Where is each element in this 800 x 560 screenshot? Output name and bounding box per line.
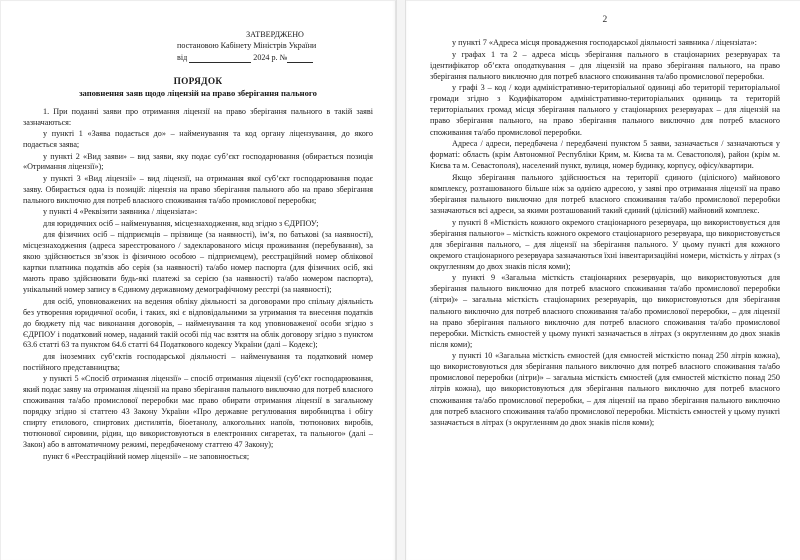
paragraph: у пункті 1 «Заява подається до» – найменування та код органу ліцензування, до якого подається заява; (23, 129, 373, 150)
paragraph: у пункті 7 «Адреса місця провадження господарської діяльності заявника / ліцензіата»: (452, 38, 757, 47)
paragraph: у пункті 5 «Спосіб отримання ліцензії» – спосіб отримання ліцензії (суб’єкт господарювання, який подає заяву на отримання ліцензії на право зберігання пального виключно для потреб власного споживання та/або промислової переробки має право обирати отримання ліцензії в загальному порядку згідно зі статтею 43 Закону України «Про державне регулювання виробництва і обігу спирту етилового, спиртових дистилятів, біоетанолу, алкогольних напоїв, тютюнових виробів, тютюнової сировини, рідин, що використовуються в електронних сигаретах, та пального» (далі – Закон) або в автоматичному режимі, передбаченому статтею 47 Закону); (23, 374, 373, 450)
approval-block (23, 29, 373, 63)
paragraph: для фізичних осіб – підприємців – прізвище (за наявності), ім’я, по батькові (за наявності), місцезнаходження (адреса зареєстрованого / задекларованого місця проживання (перебування), за якою здійснюється зв’язок із фізичною особою – підприємцем), реєстраційний номер облікової картки платника податків або серія (за наявності) та/або номер паспорта (для фізичних осіб, які мають право здійснювати будь-які платежі за серією (за наявності) та/або номером паспорта), унікальний номер запису в Єдиному державному демографічному реєстрі (за наявності); (23, 230, 373, 295)
paragraph: для осіб, уповноважених на ведення обліку діяльності за договорами про спільну діяльність без утворення юридичної особи, і таких, які є відповідальними за утримання та внесення податків до бюджету під час виконання договорів, – найменування та код уповноваженої особи згідно з ЄДРПОУ і податковий номер, наданий такій особі під час взяття на облік договору згідно з пунктом 63.6 статті 63 та пунктом 64.6 статті 64 Податкового кодексу України (далі – Кодекс); (23, 296, 373, 350)
page-subtitle: заповнення заяв щодо ліцензій на право зберігання пального (79, 88, 317, 99)
paragraph: у пункті 2 «Вид заяви» – вид заяви, яку подає суб’єкт господарювання (обирається позиція «Отримання ліцензії»); (23, 151, 373, 172)
approval-line-2: постановою Кабінету Міністрів України (177, 41, 317, 51)
paragraph: для іноземних суб’єктів господарської діяльності – найменування та податковий номер постійного представництва; (23, 351, 373, 372)
paragraph: для юридичних осіб – найменування, місцезнаходження, код згідно з ЄДРПОУ; (43, 218, 319, 228)
paragraph: у пункті 8 «Місткість кожного окремого стаціонарного резервуара, що використовується для зберігання пального» – місткість кожного окремого стаціонарного резервуара, що використовується для зберігання пального, – для ліцензії на зберігання пального. У цьому пункті для кожного окремого стаціонарного резервуара зазначаються їхні інвентаризаційні номери, місткість у літрах (з округленням до двох знаків після коми); (430, 217, 780, 271)
page-title: ПОРЯДОК (173, 77, 223, 88)
paragraph: у пункті 9 «Загальна місткість стаціонарних резервуарів, що використовуються для зберігання пального виключно для потреб власного споживання та/або промислової переробки (літри)» – загальна місткість стаціонарних резервуарів, що використовуються для зберігання пального виключно для потреб власного споживання та/або промислової переробки, – для ліцензії на право зберігання пального виключно для потреб власного споживання та/або промислової переробки. Місткість ємностей у цьому пункті зазначається в літрах (з округленням до двох знаків після коми); (430, 273, 780, 349)
approval-line-1: ЗАТВЕРДЖЕНО (246, 30, 304, 39)
document-page-2[interactable] (406, 0, 800, 560)
page-gutter (396, 0, 406, 560)
page-number: 2 (602, 15, 608, 25)
paragraph: у пункті 3 «Вид ліцензії» – вид ліцензії, на отримання якої суб’єкт господарювання подає заяву. Обирається одна із позицій: ліцензія на право зберігання пального або на право зберігання пального виключно для потреб власного споживання та/або промислової переробки; (23, 173, 373, 205)
paragraph: 1. При поданні заяви про отримання ліцензії на право зберігання пального в такій заяві зазначаються: (23, 106, 373, 127)
paragraph: у пункті 10 «Загальна місткість ємностей (для ємностей місткістю понад 250 літрів кожна), що використовуються для зберігання пального виключно для потреб власного споживання та/або промислової переробки (літри)» – загальна місткість ємностей (для ємностей місткістю понад 250 літрів кожна), що використовуються для зберігання пального виключно для потреб власного споживання та/або промислової переробки, – для ліцензії на право зберігання пального виключно для потреб власного споживання та/або промислової переробки. Місткість ємностей у цьому пункті зазначається в літрах (з округленням до двох знаків після коми); (430, 351, 780, 427)
paragraph: Адреса / адреси, передбачена / передбачені пунктом 5 заяви, зазначається / зазначаються у форматі: область (крім Автономної Республіки Крим, м. Києва та м. Севастополя), район (крім м. Києва та м. Севастополя), населений пункт, вулиця, номер будинку, корпусу, офісу/квартири. (430, 139, 780, 171)
approval-date-blank (189, 54, 251, 63)
approval-date-prefix: від (177, 52, 188, 62)
document-page-1[interactable] (0, 0, 396, 560)
paragraph: у графах 1 та 2 – адреса місць зберігання пального в стаціонарних резервуарах та ідентифікатор об’єкта оподаткування – для ліцензій на право зберігання пального, на право зберігання пального виключно для потреб власного споживання та/або промислової переробки. (430, 49, 780, 81)
approval-number-blank (287, 54, 313, 63)
paragraph: у графі 3 – код / коди адміністративно-територіальної одиниці або території територіальної громади згідно з Кодифікатором адміністративно-територіальних одиниць та територій територіальних громад місця зберігання пального у стаціонарних резервуарах – для ліцензій на право зберігання пального, на право зберігання пального виключно для потреб власного споживання та/або промислової переробки. (430, 83, 780, 137)
paragraph: у пункті 4 «Реквізити заявника / ліцензіата»: (43, 207, 198, 217)
approval-date-line (177, 52, 373, 63)
approval-date-year: 2024 р. № (253, 52, 288, 62)
paragraph: Якщо зберігання пального здійснюється на території єдиного (цілісного) майнового комплексу, розташованого більше ніж за однією адресою, у заяві про отримання ліцензії на право зберігання пального виключно для потреб власного споживання та/або промислової переробки зазначаються всі адреси, за якими розташований такий єдиний (цілісний) майновий комплекс. (430, 172, 780, 215)
paragraph: пункт 6 «Реєстраційний номер ліцензії» – не заповнюється; (43, 451, 250, 461)
